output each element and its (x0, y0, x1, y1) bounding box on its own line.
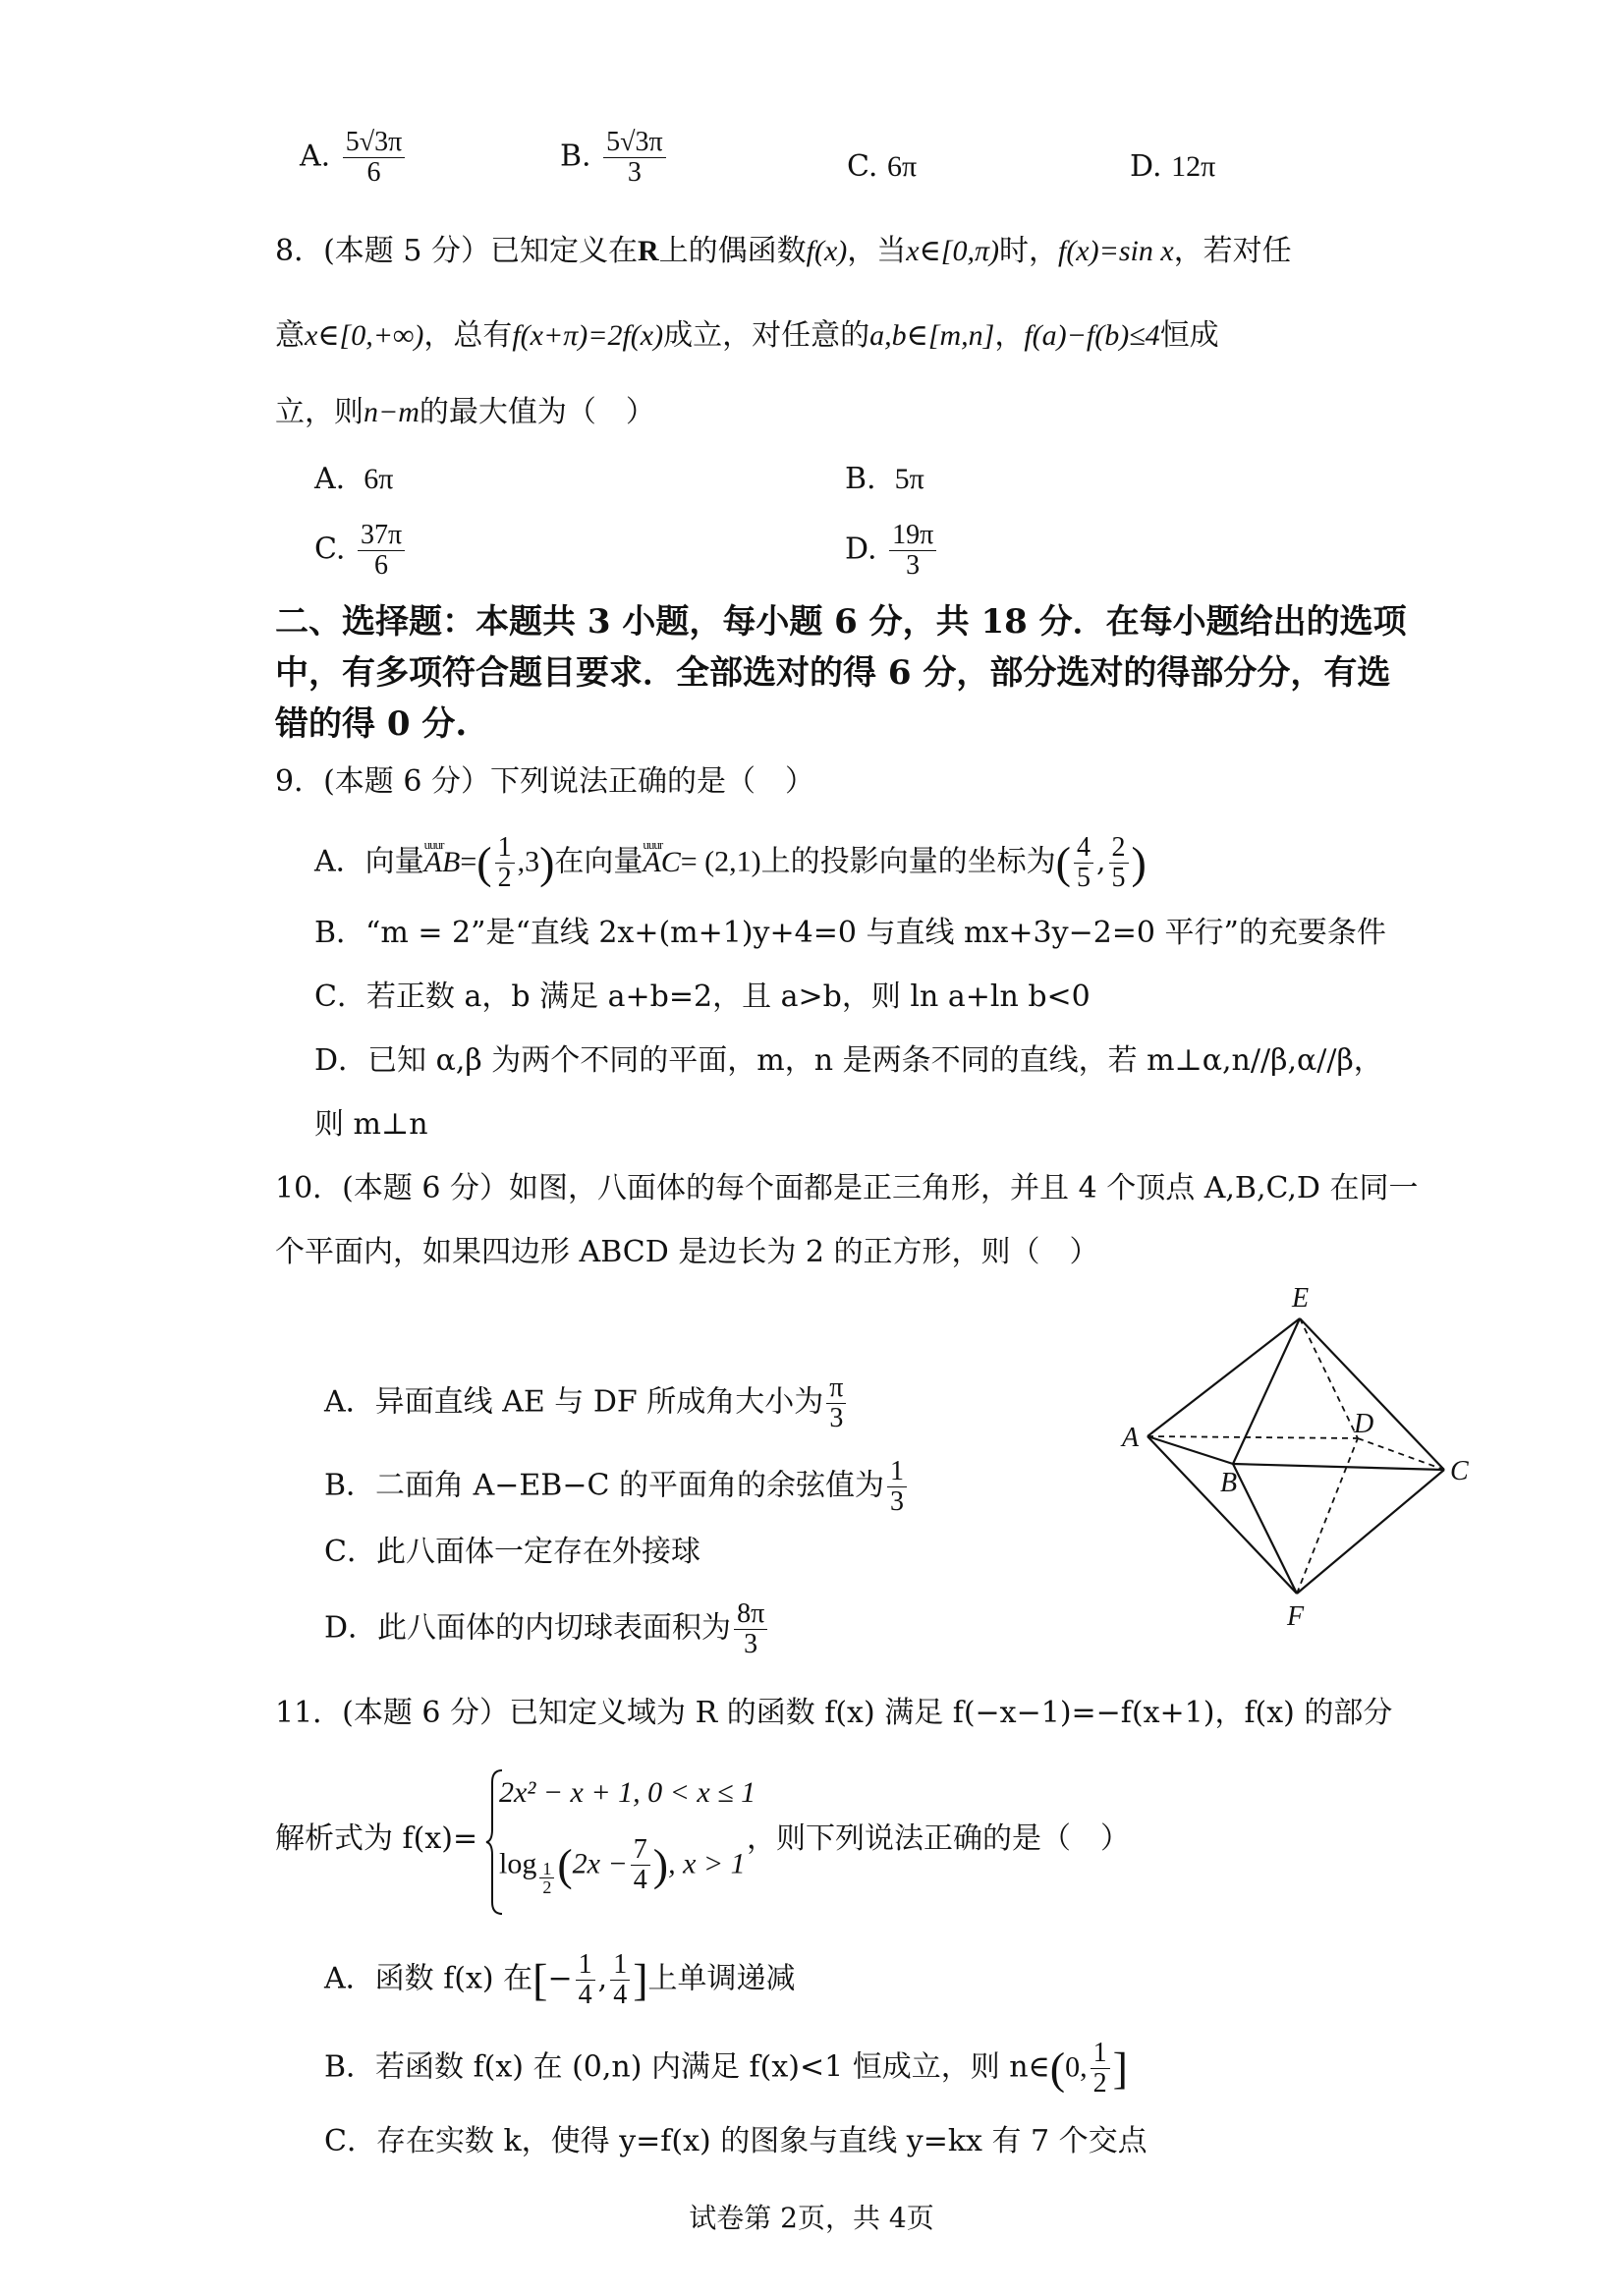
q10-b-text: B．二面角 A−EB−C 的平面角的余弦值为 (324, 1468, 884, 1503)
page-footer: 试卷第 2页，共 4页 (689, 2202, 934, 2234)
edge-ED (1300, 1318, 1358, 1438)
q11-a-left: $\frac{1}{4}$ (576, 1950, 595, 2010)
q8-option-c (314, 521, 408, 581)
q10-option-d (324, 1599, 770, 1659)
q8-text: ，总有 (423, 318, 513, 353)
edge-AD (1147, 1436, 1358, 1438)
q8-option-a-label: A. (314, 462, 346, 496)
q9-proj-x: $\frac{4}{5}$ (1074, 833, 1093, 893)
q8-n-minus-m: n−m (364, 396, 420, 428)
q10-a-value: $\frac{\pi}{3}$ (826, 1373, 846, 1433)
q9-option-d-line-2: 则 m⊥n (314, 1107, 428, 1142)
q10-a-text: A．异面直线 AE 与 DF 所成角大小为 (324, 1384, 824, 1420)
q11-analytic-label: 解析式为 f(x)= (275, 1821, 478, 1856)
paren-right: ) (539, 837, 555, 888)
vertex-label-b: B (1220, 1468, 1238, 1498)
q11-b-half: $\frac{1}{2}$ (1091, 2039, 1110, 2099)
q10-option-b (324, 1457, 910, 1517)
q8-equation-2: f(x+π)=2f(x) (512, 319, 664, 352)
q10-stem-line-1: 10．(本题 6 分）如图，八面体的每个面都是正三角形，并且 4 个顶点 A,B,C,D 在同一 (275, 1171, 1419, 1205)
q7-option-c-value: 6π (886, 150, 918, 183)
q7-option-d-value: 12π (1171, 150, 1216, 183)
q8-text: 时， (998, 234, 1058, 268)
q8-text: 意 (275, 318, 305, 353)
q9-a-text: 上的投影向量的坐标为 (760, 844, 1056, 879)
q7-option-b-label: B. (560, 139, 591, 174)
paren-left: ( (476, 837, 492, 888)
vertex-label-c: C (1450, 1456, 1469, 1486)
q10-stem-line-2: 个平面内，如果四边形 ABCD 是边长为 2 的正方形，则（ ） (275, 1235, 1099, 1269)
q11-case-1: 2x² − x + 1, 0 < x ≤ 1 (499, 1776, 756, 1809)
q7-option-a (300, 128, 408, 188)
q7-option-a-label: A. (300, 139, 331, 174)
q9-a-text: 在向量 (554, 844, 644, 879)
section-2-heading-line-1: 二、选择题：本题共 3 小题，每小题 6 分，共 18 分．在每小题给出的选项 (275, 602, 1407, 642)
paren-left: ( (1049, 2043, 1066, 2094)
q9-three: ,3 (517, 845, 540, 878)
q8-option-c-value: $\frac{37\pi}{6}$ (358, 521, 405, 581)
q7-option-c-label: C. (847, 149, 878, 184)
paren-right: ) (1131, 837, 1147, 888)
paren-left: ( (1055, 837, 1071, 888)
q8-fx: f(x) (806, 235, 848, 267)
q11-a-text: A．函数 f(x) 在 (324, 1961, 533, 1996)
edge-FD (1297, 1438, 1358, 1594)
q8-inequality: f(a)−f(b)≤4 (1024, 319, 1160, 352)
q7-option-a-value: $\frac{5√3\pi}{6}$ (343, 128, 406, 188)
paren-left: ( (557, 1839, 573, 1890)
q10-b-value: $\frac{1}{3}$ (887, 1457, 907, 1517)
q9-option-a: A．向量uuur AB=( $\frac{1}{2}$ ,3)在向量uuur AC= (2,1)上的投影向量的坐标为( $\frac{4}{5}$ , $\frac{2}{5}$ ) (314, 833, 1147, 893)
edge-EA (1147, 1318, 1300, 1436)
q7-option-d (1130, 147, 1215, 187)
q7-option-b (560, 128, 669, 188)
case-2-condition: , x > 1 (668, 1847, 746, 1880)
seven-fourths: $\frac{7}{4}$ (631, 1835, 650, 1895)
q8-text: 恒成 (1159, 318, 1219, 353)
q9-stem: 9．(本题 6 分）下列说法正确的是（ ） (275, 764, 814, 799)
bracket-right: ] (633, 1954, 648, 2005)
q8-domain: x∈[0,+∞) (305, 319, 424, 352)
q8-option-d-value: $\frac{19\pi}{3}$ (889, 521, 936, 581)
q10-option-c: C．此八面体一定存在外接球 (324, 1535, 700, 1569)
section-2-heading-line-2: 中，有多项符合题目要求．全部选对的得 6 分，部分选对的得部分分，有选 (275, 653, 1391, 693)
q9-eq: = (460, 845, 477, 878)
q9-proj-y: $\frac{2}{5}$ (1109, 833, 1129, 893)
q9-ac-value: = (2,1) (680, 845, 761, 878)
edge-DC (1358, 1438, 1444, 1470)
q10-option-a (324, 1373, 849, 1433)
q8-option-a (314, 460, 393, 499)
q8-line-3 (275, 393, 655, 432)
paren-right: ) (652, 1839, 669, 1890)
q9-a-text: A．向量 (314, 844, 424, 879)
edge-BC (1233, 1464, 1444, 1470)
vector-ac: uuur AC (643, 843, 680, 882)
vertex-label-f: F (1287, 1601, 1305, 1632)
q11-stem-line-1: 11．(本题 6 分）已知定义域为 R 的函数 f(x) 满足 f(−x−1)=−f(x+1)，f(x) 的部分 (275, 1696, 1393, 1730)
q8-text: ， (994, 318, 1025, 353)
edge-FC (1297, 1470, 1444, 1594)
edge-EB (1233, 1318, 1300, 1464)
q9-option-b: B．“m = 2”是“直线 2x+(m+1)y+4=0 与直线 mx+3y−2=0 平行”的充要条件 (314, 916, 1386, 950)
edge-EC (1300, 1318, 1444, 1470)
vertex-label-e: E (1292, 1283, 1310, 1314)
q8-option-b-label: B. (845, 462, 876, 496)
q11-option-b: B．若函数 f(x) 在 (0,n) 内满足 f(x)<1 恒成立，则 n∈(0, $\frac{1}{2}$ ] (324, 2038, 1128, 2099)
edge-FB (1233, 1464, 1297, 1594)
q8-prefix: 8．(本题 5 分）已知定义在 (275, 234, 638, 268)
q8-text: 成立，对任意的 (663, 318, 870, 353)
q8-option-c-label: C. (314, 532, 346, 567)
q11-b-text: B．若函数 f(x) 在 (0,n) 内满足 f(x)<1 恒成立，则 n∈ (324, 2049, 1050, 2085)
q10-d-value: $\frac{8\pi}{3}$ (734, 1599, 767, 1659)
q7-option-d-label: D. (1130, 149, 1162, 184)
vertex-label-d: D (1354, 1409, 1374, 1439)
q8-text: ，若对任 (1173, 234, 1292, 268)
vertex-label-a: A (1122, 1423, 1140, 1453)
q8-equation: f(x)=sin x (1057, 235, 1174, 267)
section-2-heading-line-3: 错的得 0 分. (275, 704, 468, 744)
q11-stem-tail: ，则下列说法正确的是（ ） (747, 1821, 1130, 1856)
q8-line-1 (275, 232, 1292, 271)
q8-condition: x∈[0,π) (906, 235, 999, 267)
q8-line-2 (275, 316, 1219, 356)
q8-real-set: R (637, 235, 659, 267)
q8-option-a-value: 6π (364, 463, 394, 495)
q11-a-tail: 上单调递减 (647, 1961, 796, 1996)
q7-option-b-value: $\frac{5√3\pi}{3}$ (603, 128, 666, 188)
q11-option-a: A．函数 f(x) 在[− $\frac{1}{4}$ , $\frac{1}{4}$ ]上单调递减 (324, 1949, 796, 2010)
q8-option-d (845, 521, 939, 581)
q7-option-c (847, 147, 917, 187)
bracket-right: ] (1112, 2043, 1128, 2094)
q8-option-d-label: D. (845, 532, 877, 567)
q8-text: 的最大值为（ ） (419, 395, 655, 429)
q8-ab-interval: a,b∈[m,n] (869, 319, 995, 352)
q9-option-d-line-1: D．已知 α,β 为两个不同的平面，m，n 是两条不同的直线，若 m⊥α,n//β,α//β， (314, 1043, 1383, 1078)
q11-option-c: C．存在实数 k，使得 y=f(x) 的图象与直线 y=kx 有 7 个交点 (324, 2124, 1147, 2158)
q8-option-b-value: 5π (894, 463, 924, 495)
log-text: log (499, 1847, 537, 1880)
q8-text: 上的偶函数 (658, 234, 807, 268)
octahedron-figure (1100, 1277, 1493, 1641)
q11-a-right: $\frac{1}{4}$ (610, 1950, 630, 2010)
q8-text: 立，则 (275, 395, 364, 429)
bracket-left: [ (532, 1954, 548, 2005)
q8-text: ，当 (847, 234, 907, 268)
log-argument: 2x − (572, 1847, 628, 1880)
q9-option-c: C．若正数 a，b 满足 a+b=2，且 a>b，则 ln a+ln b<0 (314, 980, 1091, 1014)
q10-d-text: D．此八面体的内切球表面积为 (324, 1610, 732, 1646)
vector-ab: uuur AB (424, 843, 461, 882)
log-base: $\frac{1}{2}$ (539, 1860, 554, 1896)
q9-half: $\frac{1}{2}$ (495, 833, 515, 893)
q11-case-2 (499, 1835, 746, 1896)
q8-option-b (845, 460, 924, 499)
